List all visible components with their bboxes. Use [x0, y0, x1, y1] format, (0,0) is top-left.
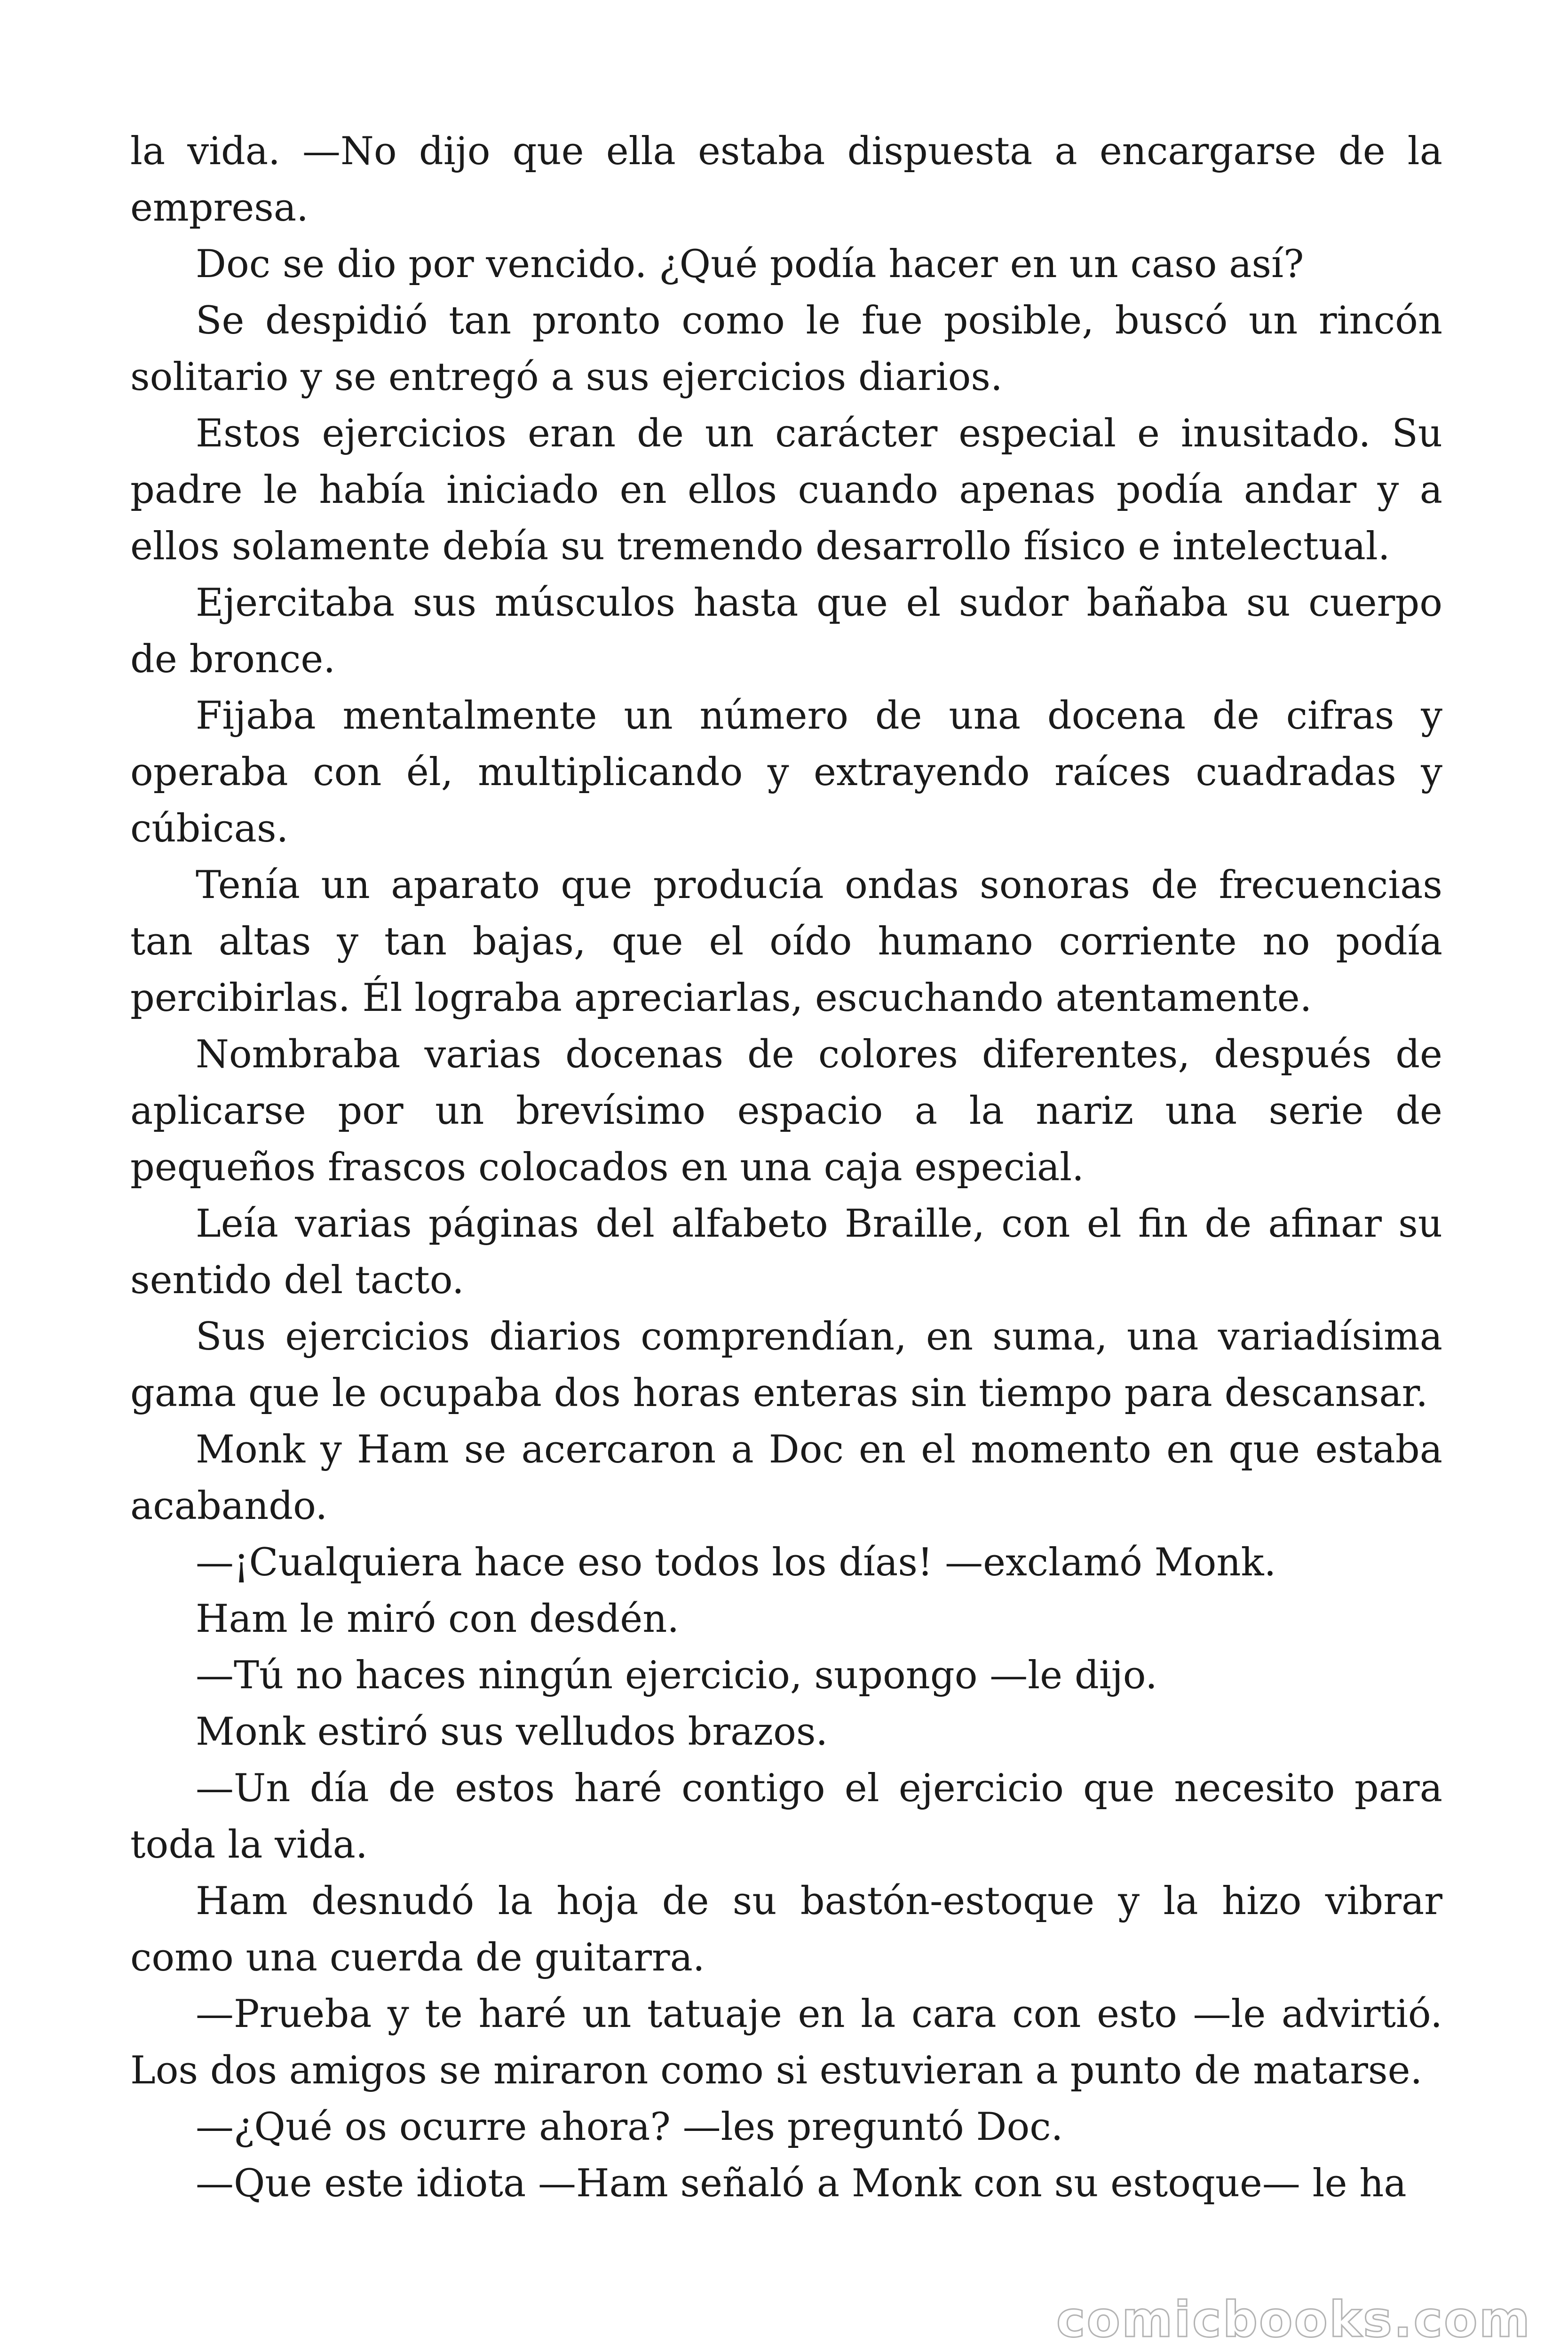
paragraph-2: Doc se dio por vencido. ¿Qué podía hacer en un caso así?	[196, 242, 1304, 286]
paragraph-9: Leía varias páginas del alfabeto Braille, con el fin de afinar su sentido del tacto.	[130, 1202, 1442, 1303]
paragraph-5: Ejercitaba sus músculos hasta que el sudor bañaba su cuerpo de bronce.	[130, 581, 1442, 682]
paragraph-3: Se despidió tan pronto como le fue posible, buscó un rincón solitario y se entregó a sus ejercicios diarios.	[130, 299, 1442, 399]
site-watermark: comicbooks.com	[1056, 2291, 1531, 2348]
paragraph-16: —Un día de estos haré contigo el ejercicio que necesito para toda la vida.	[130, 1766, 1442, 1867]
paragraph-17: Ham desnudó la hoja de su bastón-estoque y la hizo vibrar como una cuerda de guitarra.	[130, 1879, 1442, 1980]
page-body-text	[130, 123, 1442, 2212]
paragraph-15: Monk estiró sus velludos brazos.	[196, 1710, 828, 1754]
paragraph-12: —¡Cualquiera hace eso todos los días! —exclamó Monk.	[196, 1541, 1276, 1585]
paragraph-1: la vida. —No dijo que ella estaba dispuesta a encargarse de la empresa.	[130, 129, 1442, 230]
paragraph-7: Tenía un aparato que producía ondas sonoras de frecuencias tan altas y tan bajas, que el oído humano corriente no podía percibirlas. Él lograba apreciarlas, escuchando atentamente.	[130, 863, 1442, 1020]
paragraph-11: Monk y Ham se acercaron a Doc en el momento en que estaba acabando.	[130, 1428, 1442, 1528]
paragraph-14: —Tú no haces ningún ejercicio, supongo —le dijo.	[196, 1653, 1157, 1698]
paragraph-8: Nombraba varias docenas de colores diferentes, después de aplicarse por un brevísimo espacio a la nariz una serie de pequeños frascos colocados en una caja especial.	[130, 1033, 1442, 1190]
paragraph-6: Fijaba mentalmente un número de una docena de cifras y operaba con él, multiplicando y extrayendo raíces cuadradas y cúbicas.	[130, 694, 1442, 851]
paragraph-10: Sus ejercicios diarios comprendían, en suma, una variadísima gama que le ocupaba dos horas enteras sin tiempo para descansar.	[130, 1315, 1442, 1415]
paragraph-4: Estos ejercicios eran de un carácter especial e inusitado. Su padre le había iniciado en ellos cuando apenas podía andar y a ellos solamente debía su tremendo desarrollo físico e intelectual.	[130, 412, 1442, 569]
paragraph-19: —¿Qué os ocurre ahora? —les preguntó Doc.	[196, 2105, 1063, 2149]
paragraph-13: Ham le miró con desdén.	[196, 1597, 680, 1641]
paragraph-20: —Que este idiota —Ham señaló a Monk con su estoque— le ha	[196, 2161, 1407, 2206]
paragraph-18: —Prueba y te haré un tatuaje en la cara con esto —le advirtió. Los dos amigos se miraron como si estuvieran a punto de matarse.	[130, 1992, 1442, 2093]
